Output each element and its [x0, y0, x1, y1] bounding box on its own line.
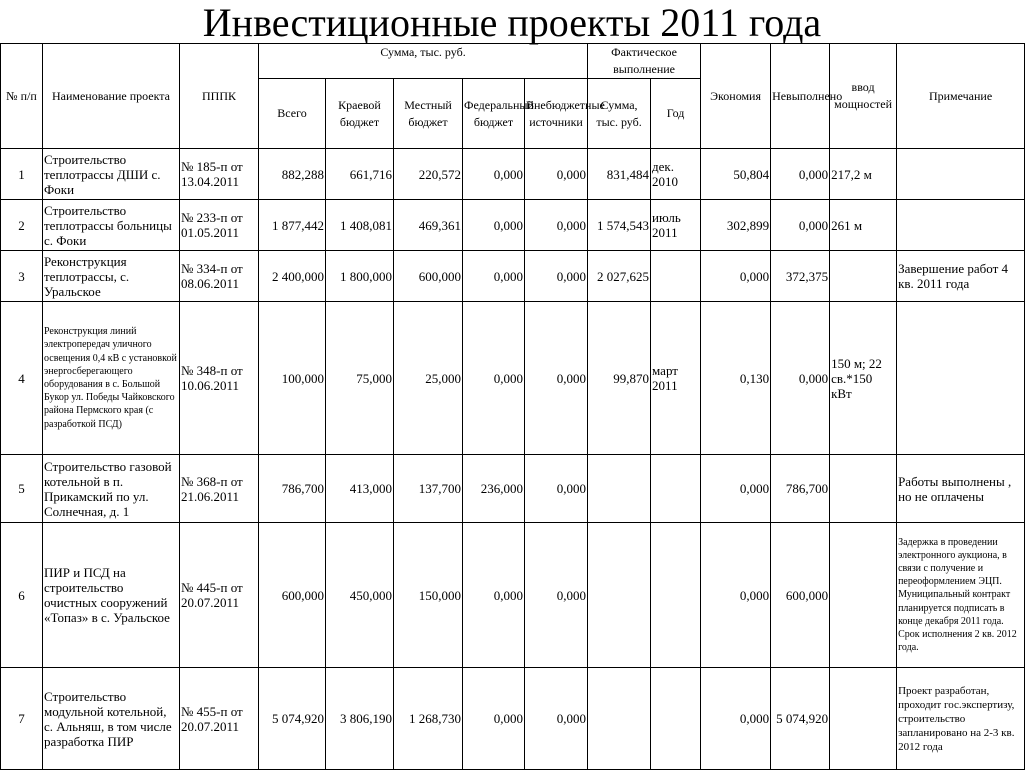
cell-note	[897, 149, 1025, 200]
cell-total: 882,288	[259, 149, 326, 200]
cell-regional: 661,716	[326, 149, 394, 200]
cell-name: Строительство модульной котельной, с. Альняш, в том числе разработка ПИР	[43, 668, 180, 770]
cell-total: 600,000	[259, 523, 326, 668]
cell-total: 2 400,000	[259, 251, 326, 302]
cell-total: 786,700	[259, 455, 326, 523]
cell-unfulfilled: 372,375	[771, 251, 830, 302]
cell-economy: 0,000	[701, 523, 771, 668]
table-row	[1, 200, 1025, 251]
col-header-pppk: ПППК	[180, 44, 259, 149]
cell-name: Строительство теплотрассы ДШИ с. Фоки	[43, 149, 180, 200]
cell-pppk: № 348-п от 10.06.2011	[180, 302, 259, 455]
cell-regional: 1 408,081	[326, 200, 394, 251]
cell-capacity	[830, 523, 897, 668]
cell-extra: 0,000	[525, 200, 588, 251]
cell-local: 137,700	[394, 455, 463, 523]
col-header-federal: Федеральный бюджет	[463, 79, 525, 149]
col-header-year: Год	[651, 79, 701, 149]
table-row	[1, 251, 1025, 302]
cell-pppk: № 368-п от 21.06.2011	[180, 455, 259, 523]
cell-year: дек. 2010	[651, 149, 701, 200]
cell-name: Строительство газовой котельной в п. Прикамский по ул. Солнечная, д. 1	[43, 455, 180, 523]
cell-unfulfilled: 0,000	[771, 200, 830, 251]
cell-capacity: 150 м; 22 св.*150 кВт	[830, 302, 897, 455]
cell-regional: 413,000	[326, 455, 394, 523]
cell-economy: 0,000	[701, 251, 771, 302]
cell-num: 7	[1, 668, 43, 770]
cell-name: Строительство теплотрассы больницы с. Фоки	[43, 200, 180, 251]
cell-year	[651, 251, 701, 302]
col-header-sum-group: Сумма, тыс. руб.	[259, 44, 588, 79]
cell-fact-sum: 831,484	[588, 149, 651, 200]
cell-total: 1 877,442	[259, 200, 326, 251]
cell-year: март 2011	[651, 302, 701, 455]
cell-economy: 50,804	[701, 149, 771, 200]
cell-capacity	[830, 455, 897, 523]
col-header-fact-sum: Сумма, тыс. руб.	[588, 79, 651, 149]
cell-note: Завершение работ 4 кв. 2011 года	[897, 251, 1025, 302]
cell-num: 5	[1, 455, 43, 523]
page-title: Инвестиционные проекты 2011 года	[202, 0, 822, 45]
cell-num: 2	[1, 200, 43, 251]
cell-extra: 0,000	[525, 455, 588, 523]
cell-fact-sum	[588, 523, 651, 668]
cell-pppk: № 334-п от 08.06.2011	[180, 251, 259, 302]
cell-unfulfilled: 0,000	[771, 302, 830, 455]
cell-regional: 450,000	[326, 523, 394, 668]
col-header-fact-group: Фактическое выполнение	[588, 44, 701, 79]
cell-fact-sum	[588, 455, 651, 523]
cell-extra: 0,000	[525, 251, 588, 302]
cell-unfulfilled: 0,000	[771, 149, 830, 200]
cell-note	[897, 200, 1025, 251]
cell-total: 100,000	[259, 302, 326, 455]
cell-local: 600,000	[394, 251, 463, 302]
cell-name: Реконструкция линий электропередач уличного освещения 0,4 кВ с установкой энергосберегающего оборудования в с. Большой Букор ул. Победы Чайковского района Пермского края (с разработкой ПСД)	[43, 302, 180, 455]
col-header-local: Местный бюджет	[394, 79, 463, 149]
cell-federal: 236,000	[463, 455, 525, 523]
col-header-note: Примечание	[897, 44, 1025, 149]
table-row	[1, 149, 1025, 200]
col-header-total: Всего	[259, 79, 326, 149]
cell-name: Реконструкция теплотрассы, с. Уральское	[43, 251, 180, 302]
cell-local: 220,572	[394, 149, 463, 200]
cell-num: 6	[1, 523, 43, 668]
table-row	[1, 668, 1025, 770]
cell-note: Задержка в проведении электронного аукциона, в связи с получение и переоформлением ЭЦП. Муниципальный контракт планируется подписать в конце декабря 2011 года. Срок исполнения 2 кв. 2012 года.	[897, 523, 1025, 668]
table-row	[1, 523, 1025, 668]
cell-year	[651, 455, 701, 523]
cell-extra: 0,000	[525, 523, 588, 668]
cell-num: 4	[1, 302, 43, 455]
cell-local: 1 268,730	[394, 668, 463, 770]
col-header-extra: Внебюджетные источники	[525, 79, 588, 149]
cell-capacity: 217,2 м	[830, 149, 897, 200]
cell-extra: 0,000	[525, 149, 588, 200]
cell-local: 150,000	[394, 523, 463, 668]
cell-federal: 0,000	[463, 200, 525, 251]
cell-year	[651, 668, 701, 770]
cell-federal: 0,000	[463, 668, 525, 770]
cell-year: июль 2011	[651, 200, 701, 251]
table-row	[1, 455, 1025, 523]
cell-federal: 0,000	[463, 302, 525, 455]
cell-num: 3	[1, 251, 43, 302]
cell-fact-sum: 1 574,543	[588, 200, 651, 251]
cell-extra: 0,000	[525, 302, 588, 455]
cell-year	[651, 523, 701, 668]
cell-local: 469,361	[394, 200, 463, 251]
cell-note: Проект разработан, проходит гос.экспертизу, строительство запланировано на 2-3 кв. 2012 года	[897, 668, 1025, 770]
cell-local: 25,000	[394, 302, 463, 455]
cell-name: ПИР и ПСД на строительство очистных сооружений «Топаз» в с. Уральское	[43, 523, 180, 668]
cell-num: 1	[1, 149, 43, 200]
header-row-1	[1, 44, 1025, 79]
cell-economy: 302,899	[701, 200, 771, 251]
cell-economy: 0,000	[701, 455, 771, 523]
cell-capacity	[830, 251, 897, 302]
cell-unfulfilled: 786,700	[771, 455, 830, 523]
investment-projects-table	[0, 43, 1025, 770]
cell-capacity	[830, 668, 897, 770]
cell-fact-sum: 2 027,625	[588, 251, 651, 302]
col-header-capacity: ввод мощностей	[830, 44, 897, 149]
cell-total: 5 074,920	[259, 668, 326, 770]
cell-extra: 0,000	[525, 668, 588, 770]
cell-regional: 3 806,190	[326, 668, 394, 770]
cell-regional: 1 800,000	[326, 251, 394, 302]
cell-fact-sum: 99,870	[588, 302, 651, 455]
col-header-regional: Краевой бюджет	[326, 79, 394, 149]
col-header-name: Наименование проекта	[43, 44, 180, 149]
cell-pppk: № 233-п от 01.05.2011	[180, 200, 259, 251]
cell-pppk: № 445-п от 20.07.2011	[180, 523, 259, 668]
col-header-unfulfilled: Невыполнено	[771, 44, 830, 149]
cell-note	[897, 302, 1025, 455]
cell-regional: 75,000	[326, 302, 394, 455]
cell-capacity: 261 м	[830, 200, 897, 251]
table-row	[1, 302, 1025, 455]
cell-economy: 0,130	[701, 302, 771, 455]
cell-note: Работы выполнены , но не оплачены	[897, 455, 1025, 523]
cell-federal: 0,000	[463, 251, 525, 302]
col-header-num: № п/п	[1, 44, 43, 149]
cell-federal: 0,000	[463, 149, 525, 200]
cell-economy: 0,000	[701, 668, 771, 770]
cell-federal: 0,000	[463, 523, 525, 668]
cell-fact-sum	[588, 668, 651, 770]
cell-unfulfilled: 600,000	[771, 523, 830, 668]
cell-unfulfilled: 5 074,920	[771, 668, 830, 770]
cell-pppk: № 185-п от 13.04.2011	[180, 149, 259, 200]
col-header-economy: Экономия	[701, 44, 771, 149]
cell-pppk: № 455-п от 20.07.2011	[180, 668, 259, 770]
